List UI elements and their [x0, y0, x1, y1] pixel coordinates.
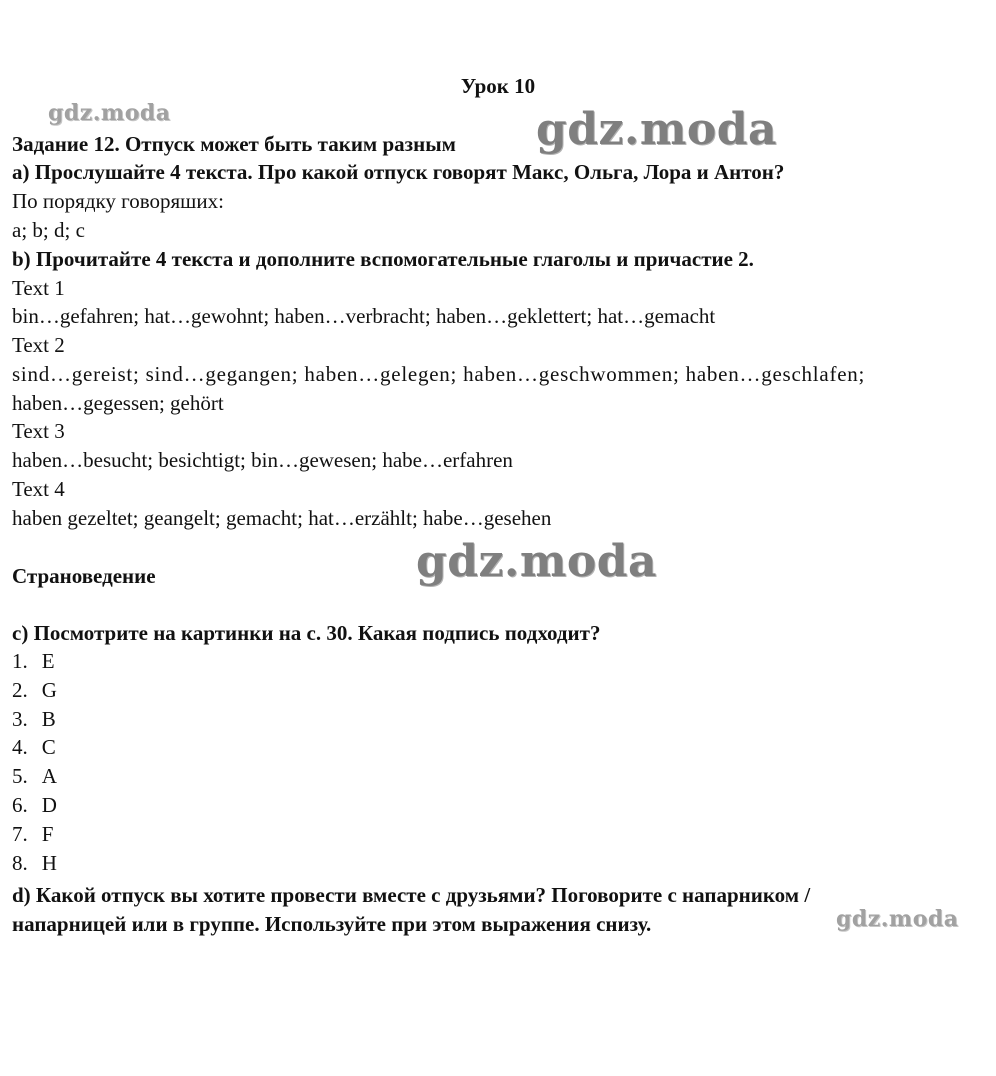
text-answers: haben…besucht; besichtigt; bin…gewesen; habe…erfahren [12, 448, 513, 472]
watermark: gdz.moda [416, 536, 658, 587]
text-answers: haben gezeltet; geangelt; gemacht; hat…erzählt; habe…gesehen [12, 506, 552, 530]
list-item: 2. G [12, 678, 57, 702]
text-answers: haben…gegessen; gehört [12, 391, 224, 415]
lesson-title: Урок 10 [460, 74, 536, 98]
text-label: Text 1 [12, 276, 65, 300]
part-b-question: b) Прочитайте 4 текста и дополните вспомогательные глаголы и причастие 2. [12, 247, 754, 271]
text-answers: sind…gereist; sind…gegangen; haben…gelegen; haben…geschwommen; haben…geschlafen; [12, 362, 866, 386]
watermark: gdz.moda [536, 104, 778, 155]
text-label: Text 4 [12, 477, 65, 501]
part-a-note: По порядку говоряших: [12, 189, 224, 213]
part-a-question: а) Прослушайте 4 текста. Про какой отпуск говорят Макс, Ольга, Лора и Антон? [12, 160, 785, 184]
list-item: 4. C [12, 735, 56, 759]
part-c-question: c) Посмотрите на картинки на с. 30. Какая подпись подходит? [12, 621, 601, 645]
task-title: Задание 12. Отпуск может быть таким разным [12, 132, 456, 156]
list-item: 7. F [12, 822, 54, 846]
watermark: gdz.moda [836, 906, 959, 932]
list-item: 8. H [12, 851, 57, 875]
text-answers: bin…gefahren; hat…gewohnt; haben…verbracht; haben…geklettert; hat…gemacht [12, 304, 716, 328]
list-item: 1. E [12, 649, 55, 673]
list-item: 3. B [12, 707, 56, 731]
list-item: 5. A [12, 764, 57, 788]
watermark: gdz.moda [48, 100, 171, 126]
part-d-question-cont: напарницей или в группе. Используйте при этом выражения снизу. [12, 912, 652, 936]
part-a-answer: a; b; d; c [12, 218, 85, 242]
text-label: Text 2 [12, 333, 65, 357]
part-d-question: d) Какой отпуск вы хотите провести вместе с друзьями? Поговорите с напарником / [12, 883, 811, 907]
section-title: Страноведение [12, 564, 156, 588]
text-label: Text 3 [12, 419, 65, 443]
list-item: 6. D [12, 793, 57, 817]
